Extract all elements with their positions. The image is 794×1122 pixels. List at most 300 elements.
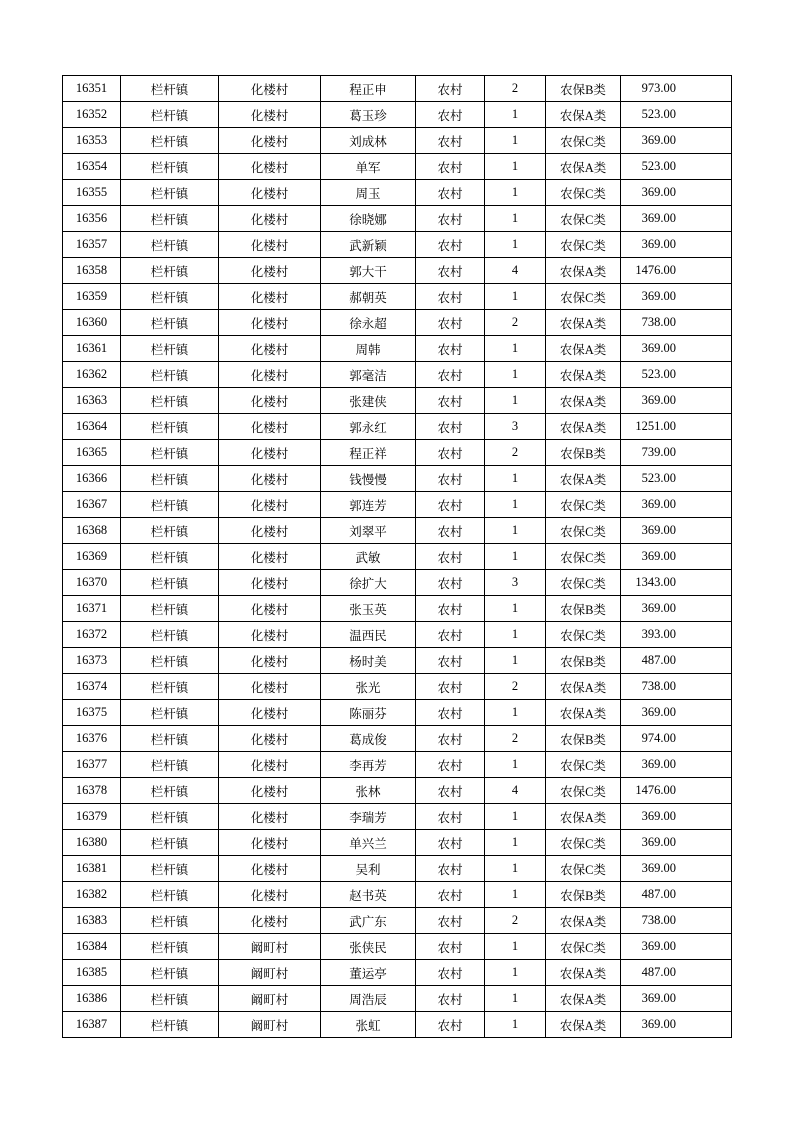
cell-town: 栏杆镇 <box>121 232 219 258</box>
cell-name: 吴利 <box>321 856 416 882</box>
cell-village: 化楼村 <box>219 388 321 414</box>
cell-insurance-category: 农保C类 <box>546 518 621 544</box>
cell-id: 16356 <box>63 206 121 232</box>
cell-insurance-category: 农保C类 <box>546 232 621 258</box>
cell-amount: 369.00 <box>621 492 732 518</box>
cell-id: 16355 <box>63 180 121 206</box>
cell-name: 程正申 <box>321 76 416 102</box>
cell-town: 栏杆镇 <box>121 206 219 232</box>
cell-town: 栏杆镇 <box>121 726 219 752</box>
cell-village: 化楼村 <box>219 466 321 492</box>
cell-resident-type: 农村 <box>416 1012 485 1038</box>
cell-resident-type: 农村 <box>416 934 485 960</box>
cell-insurance-category: 农保B类 <box>546 726 621 752</box>
cell-insurance-category: 农保A类 <box>546 986 621 1012</box>
cell-resident-type: 农村 <box>416 232 485 258</box>
cell-resident-type: 农村 <box>416 362 485 388</box>
cell-resident-type: 农村 <box>416 752 485 778</box>
cell-id: 16367 <box>63 492 121 518</box>
cell-village: 化楼村 <box>219 284 321 310</box>
cell-town: 栏杆镇 <box>121 882 219 908</box>
table-row <box>63 258 732 284</box>
cell-name: 钱慢慢 <box>321 466 416 492</box>
table-row <box>63 440 732 466</box>
cell-amount: 369.00 <box>621 232 732 258</box>
cell-id: 16387 <box>63 1012 121 1038</box>
cell-insurance-category: 农保A类 <box>546 674 621 700</box>
cell-insurance-category: 农保A类 <box>546 388 621 414</box>
cell-insurance-category: 农保A类 <box>546 258 621 284</box>
cell-insurance-category: 农保A类 <box>546 414 621 440</box>
cell-village: 化楼村 <box>219 362 321 388</box>
cell-id: 16381 <box>63 856 121 882</box>
cell-town: 栏杆镇 <box>121 492 219 518</box>
cell-town: 栏杆镇 <box>121 830 219 856</box>
cell-village: 化楼村 <box>219 648 321 674</box>
cell-amount: 369.00 <box>621 830 732 856</box>
cell-insurance-category: 农保C类 <box>546 934 621 960</box>
cell-amount: 523.00 <box>621 102 732 128</box>
cell-amount: 974.00 <box>621 726 732 752</box>
cell-amount: 369.00 <box>621 804 732 830</box>
cell-insurance-category: 农保A类 <box>546 908 621 934</box>
table-row <box>63 388 732 414</box>
cell-town: 栏杆镇 <box>121 986 219 1012</box>
cell-town: 栏杆镇 <box>121 1012 219 1038</box>
cell-resident-type: 农村 <box>416 778 485 804</box>
cell-town: 栏杆镇 <box>121 804 219 830</box>
cell-village: 阚町村 <box>219 934 321 960</box>
cell-village: 化楼村 <box>219 102 321 128</box>
cell-id: 16360 <box>63 310 121 336</box>
cell-town: 栏杆镇 <box>121 908 219 934</box>
table-row <box>63 232 732 258</box>
cell-count: 1 <box>485 1012 546 1038</box>
cell-village: 化楼村 <box>219 492 321 518</box>
cell-count: 1 <box>485 882 546 908</box>
cell-village: 化楼村 <box>219 674 321 700</box>
cell-resident-type: 农村 <box>416 154 485 180</box>
cell-count: 2 <box>485 908 546 934</box>
cell-town: 栏杆镇 <box>121 362 219 388</box>
cell-count: 1 <box>485 388 546 414</box>
cell-amount: 369.00 <box>621 986 732 1012</box>
cell-village: 化楼村 <box>219 830 321 856</box>
cell-id: 16366 <box>63 466 121 492</box>
cell-town: 栏杆镇 <box>121 180 219 206</box>
cell-name: 郭连芳 <box>321 492 416 518</box>
table-row <box>63 648 732 674</box>
cell-insurance-category: 农保C类 <box>546 180 621 206</box>
cell-amount: 369.00 <box>621 180 732 206</box>
cell-resident-type: 农村 <box>416 180 485 206</box>
cell-name: 董运亭 <box>321 960 416 986</box>
cell-town: 栏杆镇 <box>121 414 219 440</box>
cell-name: 武广东 <box>321 908 416 934</box>
cell-resident-type: 农村 <box>416 908 485 934</box>
table-row <box>63 154 732 180</box>
cell-amount: 369.00 <box>621 388 732 414</box>
cell-insurance-category: 农保B类 <box>546 596 621 622</box>
cell-insurance-category: 农保A类 <box>546 102 621 128</box>
cell-insurance-category: 农保C类 <box>546 752 621 778</box>
cell-village: 化楼村 <box>219 440 321 466</box>
cell-id: 16359 <box>63 284 121 310</box>
cell-amount: 738.00 <box>621 674 732 700</box>
cell-count: 1 <box>485 700 546 726</box>
cell-resident-type: 农村 <box>416 700 485 726</box>
cell-id: 16386 <box>63 986 121 1012</box>
table-row <box>63 778 732 804</box>
cell-insurance-category: 农保A类 <box>546 960 621 986</box>
table-row <box>63 102 732 128</box>
cell-town: 栏杆镇 <box>121 700 219 726</box>
table-row <box>63 544 732 570</box>
cell-town: 栏杆镇 <box>121 336 219 362</box>
cell-insurance-category: 农保B类 <box>546 440 621 466</box>
cell-count: 1 <box>485 518 546 544</box>
cell-id: 16364 <box>63 414 121 440</box>
cell-id: 16357 <box>63 232 121 258</box>
cell-resident-type: 农村 <box>416 674 485 700</box>
cell-name: 刘成林 <box>321 128 416 154</box>
cell-id: 16382 <box>63 882 121 908</box>
cell-insurance-category: 农保B类 <box>546 76 621 102</box>
cell-resident-type: 农村 <box>416 648 485 674</box>
cell-village: 化楼村 <box>219 258 321 284</box>
cell-count: 1 <box>485 206 546 232</box>
cell-insurance-category: 农保C类 <box>546 570 621 596</box>
cell-id: 16379 <box>63 804 121 830</box>
cell-amount: 369.00 <box>621 700 732 726</box>
cell-id: 16362 <box>63 362 121 388</box>
table-body <box>63 76 732 1038</box>
cell-insurance-category: 农保C类 <box>546 830 621 856</box>
cell-resident-type: 农村 <box>416 544 485 570</box>
cell-amount: 369.00 <box>621 206 732 232</box>
cell-insurance-category: 农保A类 <box>546 336 621 362</box>
cell-count: 1 <box>485 180 546 206</box>
cell-count: 2 <box>485 76 546 102</box>
cell-insurance-category: 农保C类 <box>546 856 621 882</box>
table-row <box>63 804 732 830</box>
cell-name: 张虹 <box>321 1012 416 1038</box>
cell-village: 化楼村 <box>219 76 321 102</box>
cell-id: 16378 <box>63 778 121 804</box>
cell-amount: 487.00 <box>621 960 732 986</box>
cell-village: 化楼村 <box>219 596 321 622</box>
cell-name: 单兴兰 <box>321 830 416 856</box>
cell-village: 化楼村 <box>219 882 321 908</box>
cell-name: 武新颖 <box>321 232 416 258</box>
cell-amount: 487.00 <box>621 882 732 908</box>
cell-name: 周韩 <box>321 336 416 362</box>
cell-resident-type: 农村 <box>416 986 485 1012</box>
cell-village: 化楼村 <box>219 778 321 804</box>
cell-insurance-category: 农保C类 <box>546 544 621 570</box>
cell-resident-type: 农村 <box>416 856 485 882</box>
cell-amount: 369.00 <box>621 596 732 622</box>
table-row <box>63 414 732 440</box>
cell-town: 栏杆镇 <box>121 388 219 414</box>
cell-amount: 369.00 <box>621 518 732 544</box>
cell-insurance-category: 农保A类 <box>546 700 621 726</box>
cell-id: 16354 <box>63 154 121 180</box>
cell-id: 16385 <box>63 960 121 986</box>
cell-village: 阚町村 <box>219 986 321 1012</box>
cell-id: 16351 <box>63 76 121 102</box>
cell-insurance-category: 农保A类 <box>546 804 621 830</box>
cell-amount: 1476.00 <box>621 258 732 284</box>
cell-count: 1 <box>485 336 546 362</box>
cell-town: 栏杆镇 <box>121 518 219 544</box>
cell-name: 刘翠平 <box>321 518 416 544</box>
table-row <box>63 1012 732 1038</box>
cell-amount: 1476.00 <box>621 778 732 804</box>
cell-name: 周浩辰 <box>321 986 416 1012</box>
cell-count: 1 <box>485 154 546 180</box>
cell-name: 葛玉珍 <box>321 102 416 128</box>
cell-village: 化楼村 <box>219 336 321 362</box>
cell-count: 1 <box>485 466 546 492</box>
cell-village: 化楼村 <box>219 518 321 544</box>
cell-village: 化楼村 <box>219 180 321 206</box>
cell-village: 阚町村 <box>219 1012 321 1038</box>
table-row <box>63 986 732 1012</box>
table-row <box>63 726 732 752</box>
cell-id: 16369 <box>63 544 121 570</box>
cell-count: 1 <box>485 648 546 674</box>
cell-name: 张建侠 <box>321 388 416 414</box>
cell-name: 张玉英 <box>321 596 416 622</box>
table-row <box>63 856 732 882</box>
cell-resident-type: 农村 <box>416 310 485 336</box>
cell-insurance-category: 农保C类 <box>546 206 621 232</box>
cell-town: 栏杆镇 <box>121 778 219 804</box>
cell-name: 郝朝英 <box>321 284 416 310</box>
cell-id: 16373 <box>63 648 121 674</box>
cell-village: 化楼村 <box>219 128 321 154</box>
cell-village: 阚町村 <box>219 960 321 986</box>
cell-resident-type: 农村 <box>416 388 485 414</box>
cell-village: 化楼村 <box>219 414 321 440</box>
cell-count: 1 <box>485 284 546 310</box>
cell-resident-type: 农村 <box>416 726 485 752</box>
cell-name: 郭永红 <box>321 414 416 440</box>
cell-resident-type: 农村 <box>416 440 485 466</box>
cell-amount: 523.00 <box>621 154 732 180</box>
cell-name: 杨时美 <box>321 648 416 674</box>
cell-id: 16375 <box>63 700 121 726</box>
cell-resident-type: 农村 <box>416 466 485 492</box>
cell-resident-type: 农村 <box>416 76 485 102</box>
cell-town: 栏杆镇 <box>121 128 219 154</box>
cell-village: 化楼村 <box>219 206 321 232</box>
cell-town: 栏杆镇 <box>121 570 219 596</box>
cell-insurance-category: 农保C类 <box>546 622 621 648</box>
cell-village: 化楼村 <box>219 804 321 830</box>
cell-amount: 1343.00 <box>621 570 732 596</box>
table-row <box>63 830 732 856</box>
cell-town: 栏杆镇 <box>121 102 219 128</box>
cell-town: 栏杆镇 <box>121 76 219 102</box>
cell-village: 化楼村 <box>219 908 321 934</box>
cell-name: 郭大干 <box>321 258 416 284</box>
cell-id: 16371 <box>63 596 121 622</box>
cell-resident-type: 农村 <box>416 570 485 596</box>
cell-count: 1 <box>485 596 546 622</box>
cell-town: 栏杆镇 <box>121 934 219 960</box>
table-row <box>63 284 732 310</box>
cell-count: 1 <box>485 986 546 1012</box>
cell-name: 葛成俊 <box>321 726 416 752</box>
cell-count: 1 <box>485 492 546 518</box>
cell-town: 栏杆镇 <box>121 674 219 700</box>
cell-town: 栏杆镇 <box>121 284 219 310</box>
cell-count: 1 <box>485 232 546 258</box>
cell-insurance-category: 农保C类 <box>546 128 621 154</box>
cell-id: 16383 <box>63 908 121 934</box>
cell-insurance-category: 农保C类 <box>546 778 621 804</box>
cell-id: 16376 <box>63 726 121 752</box>
cell-resident-type: 农村 <box>416 622 485 648</box>
cell-town: 栏杆镇 <box>121 752 219 778</box>
cell-name: 周玉 <box>321 180 416 206</box>
cell-resident-type: 农村 <box>416 102 485 128</box>
cell-id: 16352 <box>63 102 121 128</box>
cell-amount: 523.00 <box>621 466 732 492</box>
cell-count: 1 <box>485 934 546 960</box>
cell-insurance-category: 农保A类 <box>546 466 621 492</box>
cell-town: 栏杆镇 <box>121 648 219 674</box>
table-row <box>63 518 732 544</box>
cell-amount: 738.00 <box>621 908 732 934</box>
cell-amount: 523.00 <box>621 362 732 388</box>
cell-amount: 369.00 <box>621 284 732 310</box>
table-row <box>63 596 732 622</box>
cell-name: 赵书英 <box>321 882 416 908</box>
cell-name: 徐扩大 <box>321 570 416 596</box>
table-row <box>63 960 732 986</box>
table-row <box>63 362 732 388</box>
cell-town: 栏杆镇 <box>121 622 219 648</box>
table-row <box>63 674 732 700</box>
table-row <box>63 570 732 596</box>
cell-town: 栏杆镇 <box>121 258 219 284</box>
cell-name: 郭毫洁 <box>321 362 416 388</box>
cell-id: 16368 <box>63 518 121 544</box>
cell-amount: 487.00 <box>621 648 732 674</box>
cell-name: 张林 <box>321 778 416 804</box>
cell-count: 1 <box>485 544 546 570</box>
cell-amount: 393.00 <box>621 622 732 648</box>
cell-count: 1 <box>485 622 546 648</box>
cell-village: 化楼村 <box>219 700 321 726</box>
cell-town: 栏杆镇 <box>121 154 219 180</box>
cell-insurance-category: 农保A类 <box>546 1012 621 1038</box>
benefits-table <box>62 75 732 1038</box>
cell-count: 2 <box>485 310 546 336</box>
cell-resident-type: 农村 <box>416 284 485 310</box>
cell-count: 2 <box>485 726 546 752</box>
table-row <box>63 128 732 154</box>
table-row <box>63 492 732 518</box>
cell-name: 徐永超 <box>321 310 416 336</box>
cell-village: 化楼村 <box>219 570 321 596</box>
cell-id: 16353 <box>63 128 121 154</box>
table-row <box>63 934 732 960</box>
cell-name: 李再芳 <box>321 752 416 778</box>
cell-name: 李瑞芳 <box>321 804 416 830</box>
cell-insurance-category: 农保A类 <box>546 362 621 388</box>
cell-resident-type: 农村 <box>416 128 485 154</box>
cell-name: 陈丽芬 <box>321 700 416 726</box>
cell-village: 化楼村 <box>219 310 321 336</box>
cell-village: 化楼村 <box>219 856 321 882</box>
cell-name: 张光 <box>321 674 416 700</box>
cell-amount: 369.00 <box>621 856 732 882</box>
cell-id: 16372 <box>63 622 121 648</box>
cell-count: 1 <box>485 362 546 388</box>
cell-id: 16363 <box>63 388 121 414</box>
cell-amount: 369.00 <box>621 128 732 154</box>
cell-count: 2 <box>485 440 546 466</box>
table-row <box>63 622 732 648</box>
cell-town: 栏杆镇 <box>121 544 219 570</box>
cell-count: 1 <box>485 856 546 882</box>
cell-id: 16370 <box>63 570 121 596</box>
table-row <box>63 206 732 232</box>
cell-name: 程正祥 <box>321 440 416 466</box>
cell-amount: 1251.00 <box>621 414 732 440</box>
cell-count: 1 <box>485 830 546 856</box>
cell-name: 张侠民 <box>321 934 416 960</box>
cell-village: 化楼村 <box>219 232 321 258</box>
table-row <box>63 700 732 726</box>
cell-village: 化楼村 <box>219 622 321 648</box>
cell-name: 单军 <box>321 154 416 180</box>
cell-amount: 739.00 <box>621 440 732 466</box>
table-row <box>63 310 732 336</box>
cell-id: 16377 <box>63 752 121 778</box>
cell-amount: 973.00 <box>621 76 732 102</box>
cell-town: 栏杆镇 <box>121 310 219 336</box>
cell-id: 16380 <box>63 830 121 856</box>
cell-resident-type: 农村 <box>416 492 485 518</box>
cell-town: 栏杆镇 <box>121 466 219 492</box>
cell-id: 16374 <box>63 674 121 700</box>
cell-amount: 369.00 <box>621 752 732 778</box>
cell-resident-type: 农村 <box>416 596 485 622</box>
cell-name: 武敏 <box>321 544 416 570</box>
cell-count: 1 <box>485 102 546 128</box>
table-row <box>63 908 732 934</box>
cell-amount: 369.00 <box>621 934 732 960</box>
table-row <box>63 466 732 492</box>
cell-resident-type: 农村 <box>416 882 485 908</box>
cell-insurance-category: 农保B类 <box>546 648 621 674</box>
cell-village: 化楼村 <box>219 154 321 180</box>
cell-count: 1 <box>485 804 546 830</box>
cell-resident-type: 农村 <box>416 830 485 856</box>
cell-amount: 369.00 <box>621 1012 732 1038</box>
cell-town: 栏杆镇 <box>121 596 219 622</box>
cell-resident-type: 农村 <box>416 258 485 284</box>
cell-count: 3 <box>485 570 546 596</box>
cell-count: 1 <box>485 128 546 154</box>
cell-town: 栏杆镇 <box>121 960 219 986</box>
table-row <box>63 76 732 102</box>
